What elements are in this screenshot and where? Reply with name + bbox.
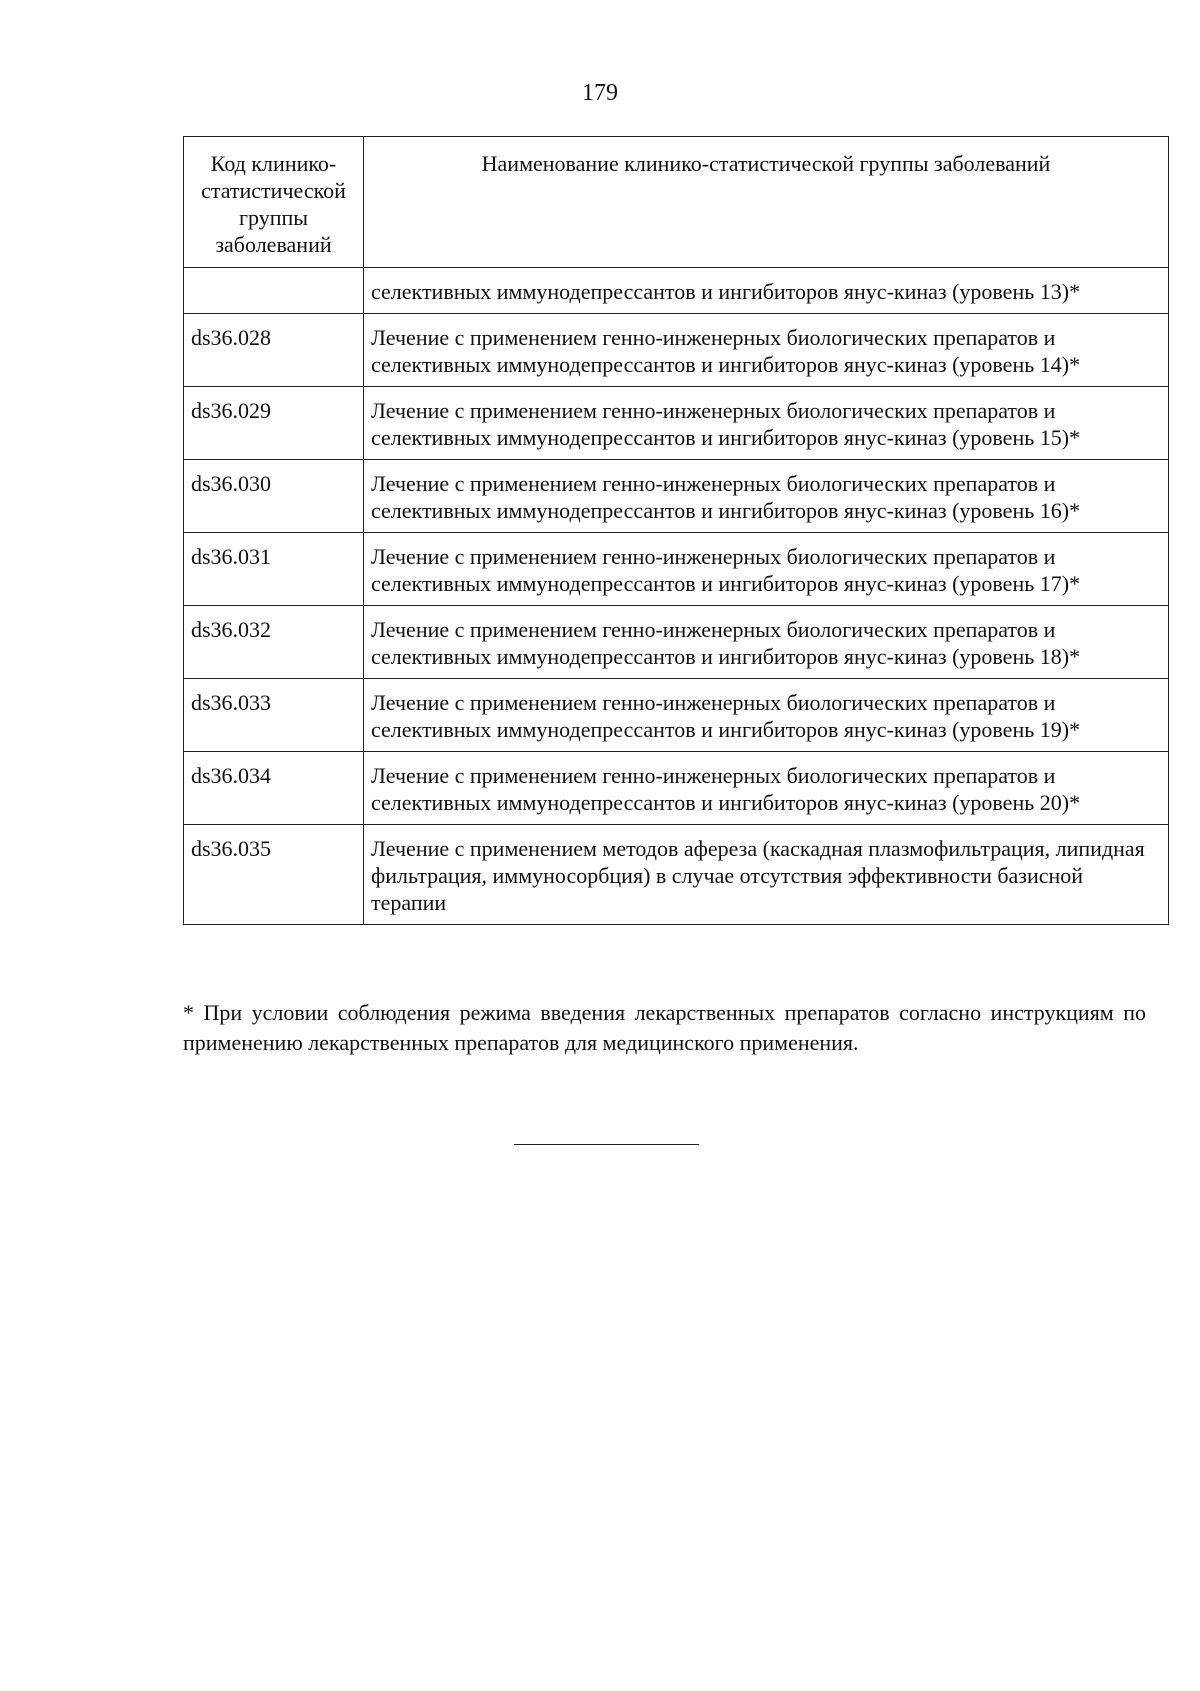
group-code-cell: ds36.028 bbox=[184, 314, 364, 387]
disease-group-table bbox=[183, 136, 1169, 925]
group-name-cell: Лечение с применением генно-инженерных биологических препаратов и селективных иммунодепрессантов и ингибиторов янус-киназ (уровень 18)* bbox=[364, 606, 1169, 679]
group-name-cell: Лечение с применением методов афереза (каскадная плазмофильтрация, липидная фильтрация, иммуносорбция) в случае отсутствия эффективности базисной терапии bbox=[364, 825, 1169, 925]
group-code-cell: ds36.029 bbox=[184, 387, 364, 460]
table-row bbox=[184, 533, 1169, 606]
table-row bbox=[184, 314, 1169, 387]
group-name-cell: Лечение с применением генно-инженерных биологических препаратов и селективных иммунодепрессантов и ингибиторов янус-киназ (уровень 14)* bbox=[364, 314, 1169, 387]
column-header-name: Наименование клинико-статистической группы заболеваний bbox=[364, 137, 1169, 268]
table-row bbox=[184, 679, 1169, 752]
table-row bbox=[184, 387, 1169, 460]
footnote: * При условии соблюдения режима введения лекарственных препаратов согласно инструкциям по применению лекарственных препаратов для медицинского применения. bbox=[183, 1000, 1146, 1055]
group-name-cell: Лечение с применением генно-инженерных биологических препаратов и селективных иммунодепрессантов и ингибиторов янус-киназ (уровень 17)* bbox=[364, 533, 1169, 606]
table-row bbox=[184, 825, 1169, 925]
group-name-cell: Лечение с применением генно-инженерных биологических препаратов и селективных иммунодепрессантов и ингибиторов янус-киназ (уровень 20)* bbox=[364, 752, 1169, 825]
continuation-row bbox=[184, 268, 1169, 314]
group-code-cell: ds36.034 bbox=[184, 752, 364, 825]
table-header-row bbox=[184, 137, 1169, 268]
table-row bbox=[184, 752, 1169, 825]
group-code-cell: ds36.032 bbox=[184, 606, 364, 679]
group-name-cell: Лечение с применением генно-инженерных биологических препаратов и селективных иммунодепрессантов и ингибиторов янус-киназ (уровень 15)* bbox=[364, 387, 1169, 460]
page-number: 179 bbox=[582, 80, 618, 106]
group-code-cell: ds36.033 bbox=[184, 679, 364, 752]
column-header-code: Код клинико-статистической группы заболеваний bbox=[184, 137, 364, 268]
continuation-name-cell: селективных иммунодепрессантов и ингибиторов янус-киназ (уровень 13)* bbox=[364, 268, 1169, 314]
end-of-section-rule bbox=[514, 1144, 699, 1145]
table-row bbox=[184, 460, 1169, 533]
table-row bbox=[184, 606, 1169, 679]
group-name-cell: Лечение с применением генно-инженерных биологических препаратов и селективных иммунодепрессантов и ингибиторов янус-киназ (уровень 19)* bbox=[364, 679, 1169, 752]
group-code-cell: ds36.031 bbox=[184, 533, 364, 606]
group-name-cell: Лечение с применением генно-инженерных биологических препаратов и селективных иммунодепрессантов и ингибиторов янус-киназ (уровень 16)* bbox=[364, 460, 1169, 533]
table-body bbox=[184, 268, 1169, 925]
continuation-code-cell bbox=[184, 268, 364, 314]
group-code-cell: ds36.035 bbox=[184, 825, 364, 925]
group-code-cell: ds36.030 bbox=[184, 460, 364, 533]
